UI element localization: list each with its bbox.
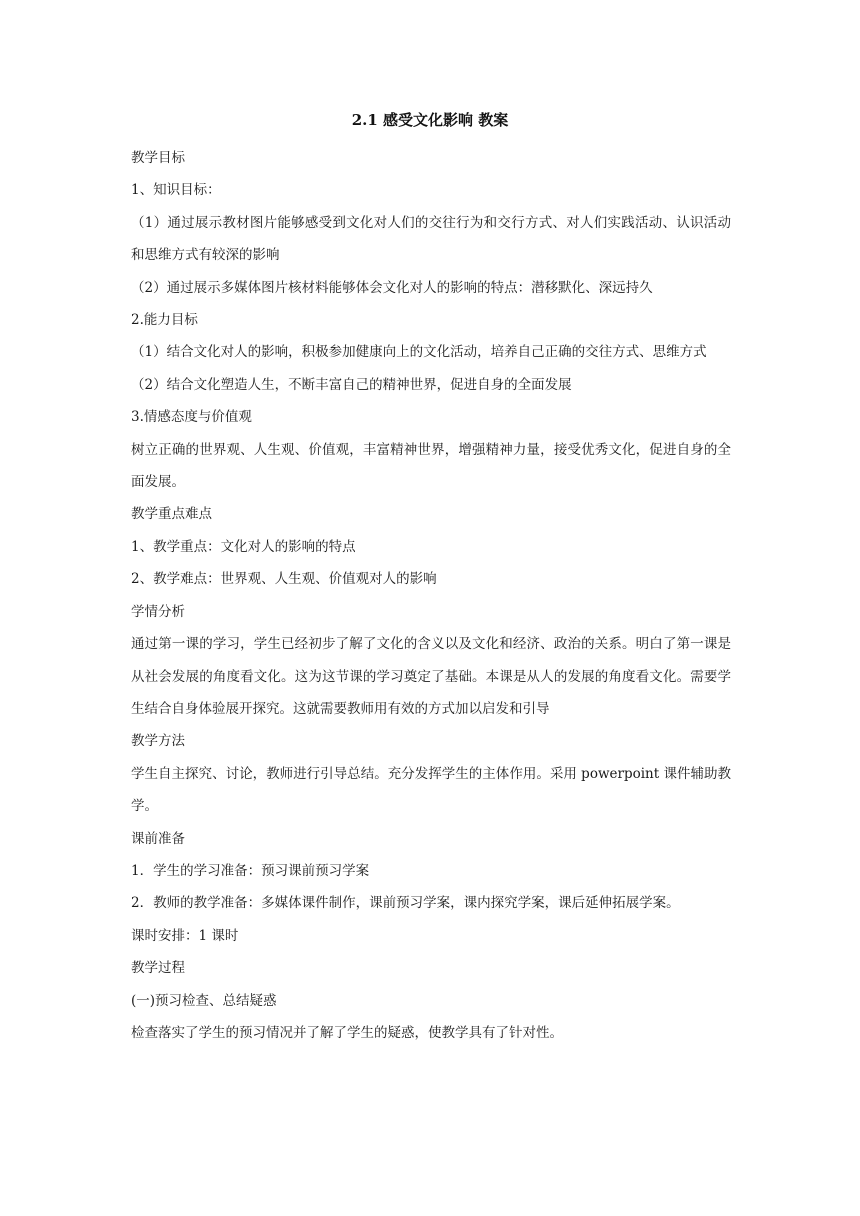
paragraph-ability-1: （1）结合文化对人的影响，积极参加健康向上的文化活动，培养自己正确的交往方式、思维方式 — [131, 344, 707, 361]
paragraph-student-analysis: 通过第一课的学习，学生已经初步了解了文化的含义以及文化和经济、政治的关系。明白了第一课是从社会发展的角度看文化。这为这节课的学习奠定了基础。本课是从人的发展的角度看文化。需要学生结合自身体验展开探究。这就需要教师用有效的方式加以启发和引导 — [131, 636, 731, 717]
paragraph-key-point: 1、教学重点：文化对人的影响的特点 — [131, 538, 356, 555]
paragraph-preview-check: 检查落实了学生的预习情况并了解了学生的疑惑，使教学具有了针对性。 — [131, 1024, 563, 1041]
document-body — [131, 142, 731, 1049]
paragraph-emotion-values: 树立正确的世界观、人生观、价值观，丰富精神世界，增强精神力量，接受优秀文化，促进自身的全面发展。 — [131, 441, 731, 491]
paragraph-difficult-point: 2、教学难点：世界观、人生观、价值观对人的影响 — [131, 571, 437, 588]
section-heading-teaching-methods: 教学方法 — [131, 733, 185, 750]
document-title: 2.1 感受文化影响 教案 — [351, 111, 509, 129]
subheading-knowledge-goals: 1、知识目标： — [131, 182, 221, 199]
paragraph-student-preparation: 1．学生的学习准备：预习课前预习学案 — [131, 862, 370, 879]
section-heading-key-points: 教学重点难点 — [131, 506, 212, 523]
subheading-emotion-values: 3.情感态度与价值观 — [131, 409, 252, 426]
section-heading-objectives: 教学目标 — [131, 150, 185, 166]
paragraph-teaching-methods: 学生自主探究、讨论，教师进行引导总结。充分发挥学生的主体作用。采用 powerpoint 课件辅助教学。 — [131, 765, 731, 815]
subheading-ability-goals: 2.能力目标 — [131, 312, 198, 329]
section-heading-teaching-process: 教学过程 — [131, 960, 185, 977]
section-heading-student-analysis: 学情分析 — [131, 603, 185, 620]
section-heading-preparation: 课前准备 — [131, 830, 185, 847]
paragraph-knowledge-2: （2）通过展示多媒体图片核材料能够体会文化对人的影响的特点：潜移默化、深远持久 — [131, 279, 653, 296]
paragraph-ability-2: （2）结合文化塑造人生，不断丰富自己的精神世界，促进自身的全面发展 — [131, 376, 572, 393]
paragraph-class-hours: 课时安排：1 课时 — [131, 927, 239, 944]
paragraph-knowledge-1: （1）通过展示教材图片能够感受到文化对人们的交往行为和交行方式、对人们实践活动、认识活动和思维方式有较深的影响 — [131, 214, 731, 264]
subheading-preview-check: (一)预习检查、总结疑惑 — [131, 992, 277, 1009]
paragraph-teacher-preparation: 2．教师的教学准备：多媒体课件制作，课前预习学案，课内探究学案，课后延伸拓展学案。 — [131, 895, 680, 912]
